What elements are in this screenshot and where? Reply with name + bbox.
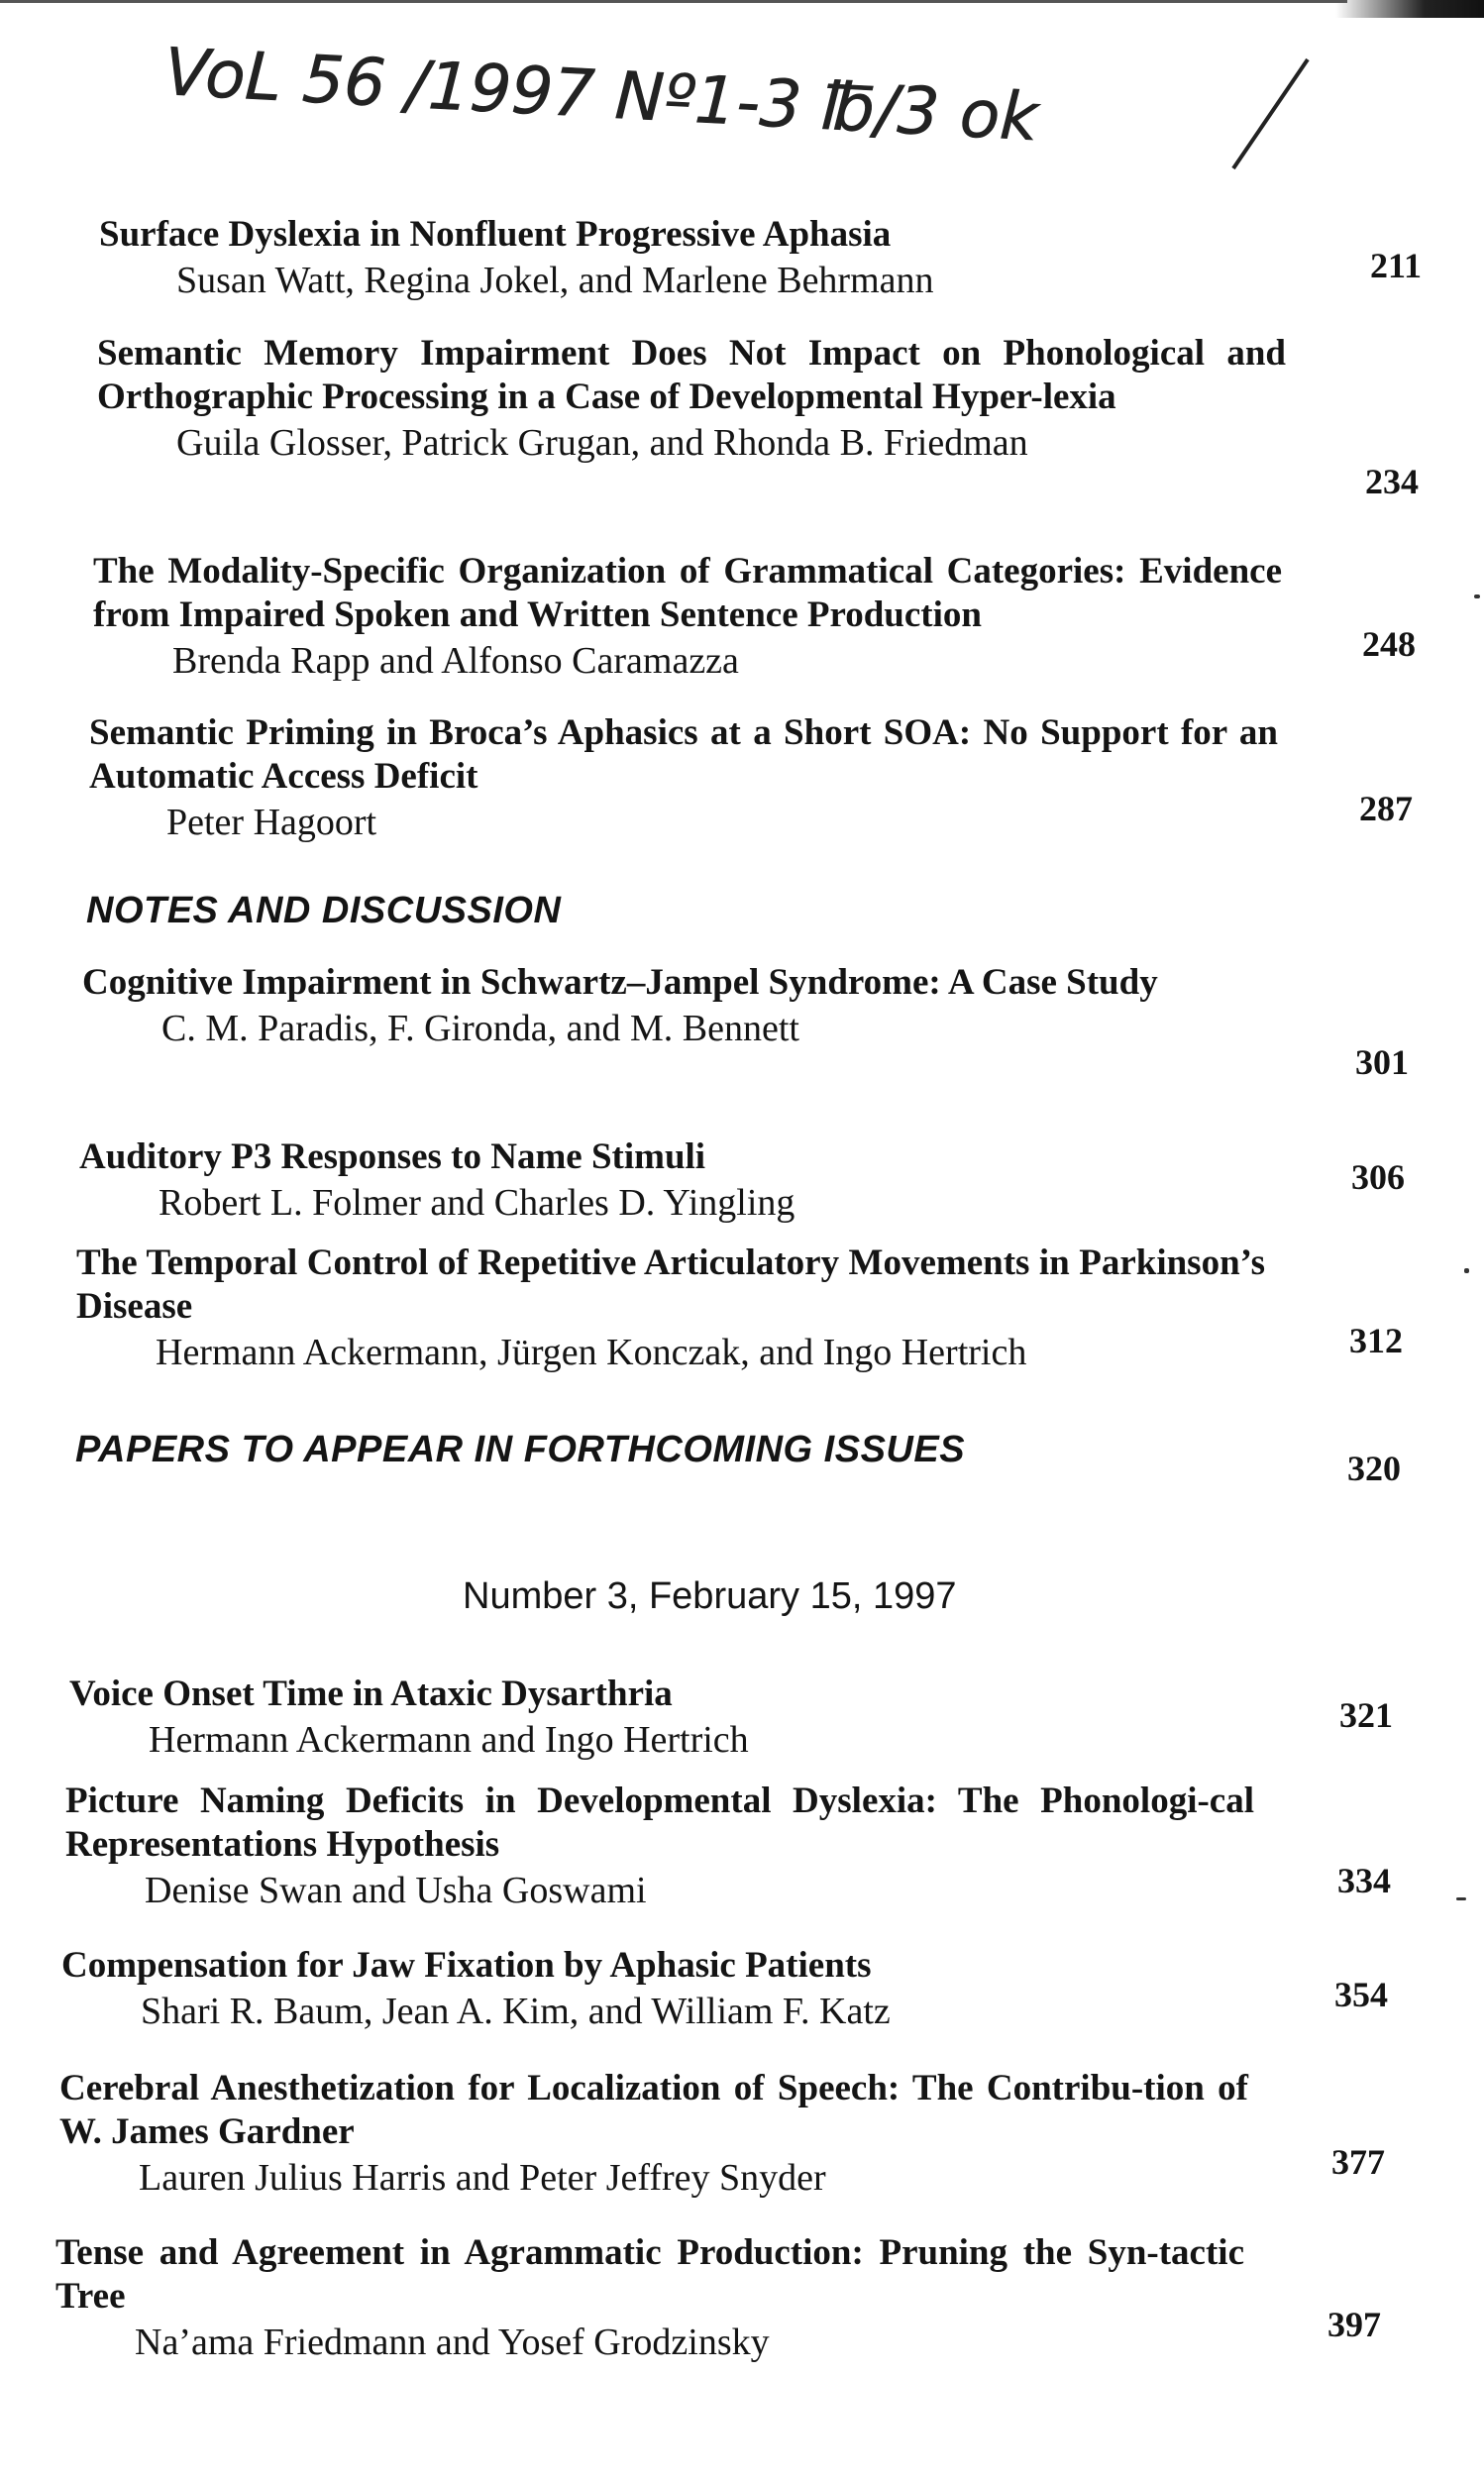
entry-title: Semantic Memory Impairment Does Not Impact on Phonological and Orthographic Processing in a Case of Developmental Hyper-lexia: [97, 333, 1286, 417]
entry-page-number: 301: [1355, 1042, 1409, 1082]
entry-title: The Temporal Control of Repetitive Articulatory Movements in Parkinson’s Disease: [76, 1242, 1265, 1327]
entry-authors: Hermann Ackermann, Jürgen Konczak, and Ingo Hertrich: [156, 1332, 1027, 1373]
entry-title: The Modality-Specific Organization of Grammatical Categories: Evidence from Impaired Spoken and Written Sentence Production: [93, 551, 1282, 635]
entry-authors: Lauren Julius Harris and Peter Jeffrey Snyder: [139, 2157, 826, 2199]
toc-entry: [55, 2231, 1244, 2366]
toc-entry: [97, 332, 1286, 467]
entry-title: Picture Naming Deficits in Developmental Dyslexia: The Phonologi-cal Representations Hypothesis: [65, 1781, 1254, 1865]
entry-authors: Robert L. Folmer and Charles D. Yingling: [159, 1182, 795, 1224]
entry-title: Cognitive Impairment in Schwartz–Jampel Syndrome: A Case Study: [82, 962, 1158, 1003]
toc-entry: [79, 1135, 1268, 1227]
entry-title: Voice Onset Time in Ataxic Dysarthria: [69, 1674, 673, 1714]
entry-page-number: 287: [1359, 789, 1413, 828]
scan-speck: [1474, 594, 1480, 598]
toc-entry: [89, 711, 1278, 846]
toc-entry: [93, 550, 1282, 685]
toc-entry: [65, 1780, 1254, 1914]
issue-heading: Number 3, February 15, 1997: [463, 1575, 957, 1617]
entry-page-number: 306: [1351, 1157, 1405, 1197]
scan-speck: [1456, 1897, 1466, 1900]
entry-title: Surface Dyslexia in Nonfluent Progressive Aphasia: [99, 214, 892, 255]
entry-authors: Shari R. Baum, Jean A. Kim, and William F. Katz: [141, 1991, 891, 2032]
entry-page-number: 377: [1331, 2142, 1385, 2182]
scan-speck: [1464, 1268, 1469, 1273]
entry-authors: C. M. Paradis, F. Gironda, and M. Bennett: [161, 1008, 799, 1049]
section-heading-forthcoming: PAPERS TO APPEAR IN FORTHCOMING ISSUES: [75, 1429, 966, 1470]
toc-entry: [69, 1673, 1258, 1764]
toc-entry: [82, 961, 1271, 1052]
toc-entry: [76, 1242, 1265, 1376]
toc-entry: [59, 2067, 1248, 2202]
entry-title: Auditory P3 Responses to Name Stimuli: [79, 1136, 706, 1177]
entry-page-number: 354: [1334, 1975, 1388, 2014]
entry-authors: Susan Watt, Regina Jokel, and Marlene Behrmann: [176, 260, 934, 301]
toc-entry: [99, 213, 1288, 304]
entry-authors: Denise Swan and Usha Goswami: [145, 1870, 647, 1911]
entry-authors: Hermann Ackermann and Ingo Hertrich: [149, 1719, 749, 1761]
handwritten-note: VoL 56 /1997 Nº1-3 ℔/3 ok: [162, 34, 1040, 157]
entry-title: Semantic Priming in Broca’s Aphasics at a Short SOA: No Support for an Automatic Access Deficit: [89, 712, 1278, 797]
entry-authors: Brenda Rapp and Alfonso Caramazza: [172, 640, 739, 682]
toc-entry: [61, 1944, 1250, 2035]
entry-title: Cerebral Anesthetization for Localization of Speech: The Contribu-tion of W. James Gardner: [59, 2068, 1248, 2152]
entry-page-number: 312: [1349, 1321, 1403, 1360]
entry-page-number: 334: [1337, 1861, 1391, 1900]
entry-authors: Peter Hagoort: [166, 802, 377, 843]
entry-page-number: 397: [1327, 2305, 1381, 2344]
entry-authors: Na’ama Friedmann and Yosef Grodzinsky: [135, 2322, 770, 2363]
entry-title: Tense and Agreement in Agrammatic Production: Pruning the Syn-tactic Tree: [55, 2232, 1244, 2317]
entry-title: Compensation for Jaw Fixation by Aphasic Patients: [61, 1945, 872, 1986]
entry-authors: Guila Glosser, Patrick Grugan, and Rhonda B. Friedman: [176, 422, 1028, 464]
entry-page-number: 321: [1339, 1695, 1393, 1735]
forthcoming-page-number: 320: [1347, 1449, 1401, 1488]
entry-page-number: 234: [1365, 462, 1419, 501]
entry-page-number: 211: [1370, 246, 1423, 285]
section-heading-notes: NOTES AND DISCUSSION: [86, 890, 562, 931]
entry-page-number: 248: [1362, 624, 1416, 664]
